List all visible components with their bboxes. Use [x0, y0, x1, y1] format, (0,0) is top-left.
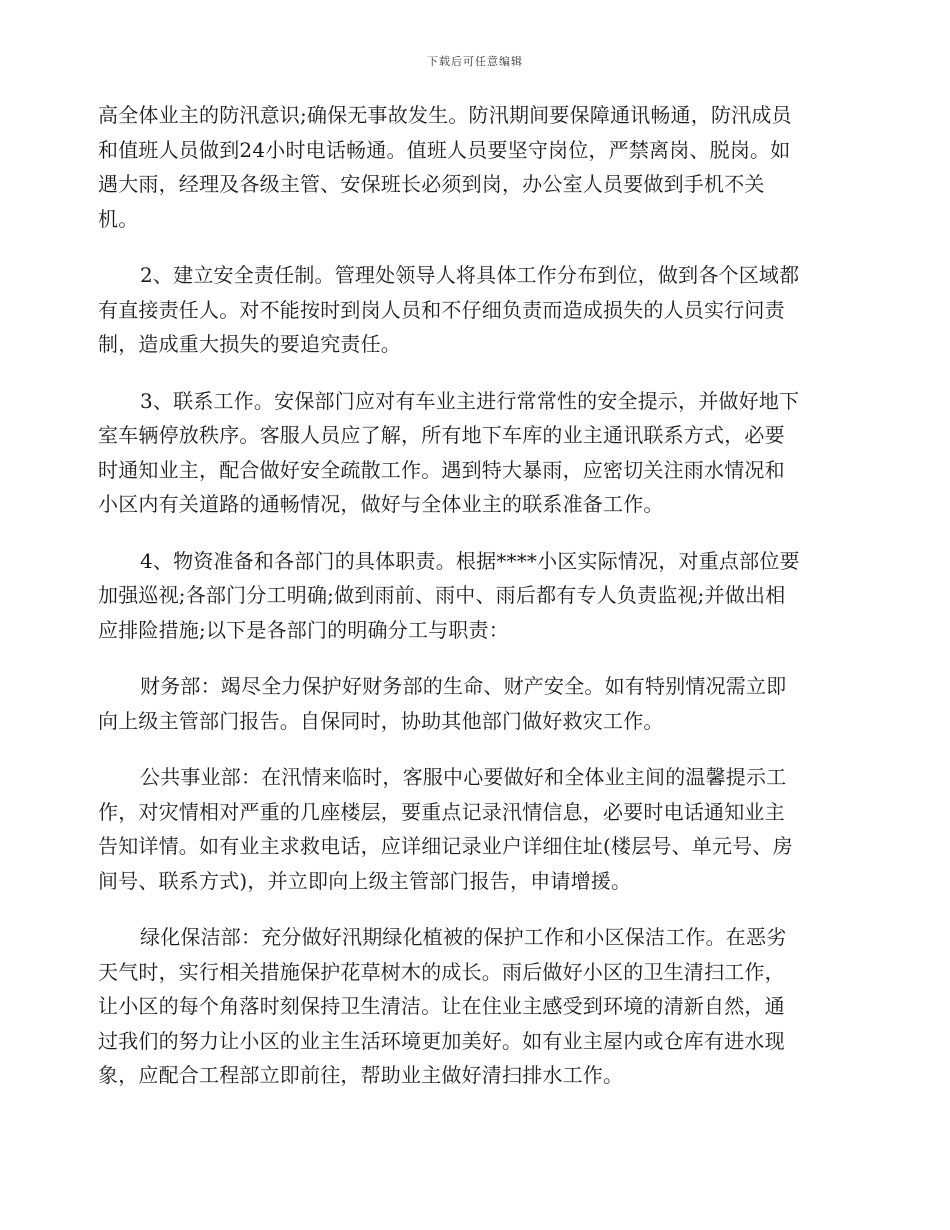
text-line: 绿化保洁部：充分做好汛期绿化植被的保护工作和小区保洁工作。在恶劣 — [140, 925, 787, 949]
text-line: 天气时，实行相关措施保护花草树木的成长。雨后做好小区的卫生清扫工作， — [98, 959, 785, 984]
text-line: 间号、联系方式)，并立即向上级主管部门报告，申请增援。 — [98, 868, 632, 893]
text-line: 让小区的每个角落时刻保持卫生清洁。让在住业主感受到环境的清新自然，通 — [98, 994, 785, 1018]
text-line: 机。 — [98, 206, 139, 231]
paragraph-3 — [98, 384, 858, 522]
text-line: 应排险措施;以下是各部门的明确分工与职责： — [98, 617, 509, 642]
text-line: 过我们的努力让小区的业主生活环境更加美好。如有业主屋内或仓库有进水现 — [98, 1028, 785, 1053]
text-line: 制，造成重大损失的要追究责任。 — [98, 332, 401, 356]
text-line: 和值班人员做到24小时电话畅通。值班人员要坚守岗位，严禁离岗、脱岗。如 — [98, 137, 791, 162]
paragraph-5 — [98, 669, 858, 738]
document-body — [98, 98, 858, 1115]
text-line: 室车辆停放秩序。客服人员应了解，所有地下车库的业主通讯联系方式，必要 — [98, 423, 785, 447]
paragraph-7 — [98, 920, 858, 1093]
text-line: 小区内有关道路的通畅情况，做好与全体业主的联系准备工作。 — [98, 492, 664, 516]
text-line: 告知详情。如有业主求救电话，应详细记录业户详细住址(楼层号、单元号、房 — [98, 834, 793, 858]
text-line: 时通知业主，配合做好安全疏散工作。遇到特大暴雨，应密切关注雨水情况和 — [98, 457, 785, 482]
page-header: 下载后可任意编辑 — [427, 55, 523, 68]
paragraph-2 — [98, 258, 858, 362]
text-line: 向上级主管部门报告。自保同时，协助其他部门做好救灾工作。 — [98, 708, 664, 733]
paragraph-6 — [98, 760, 858, 898]
text-line: 高全体业主的防汛意识;确保无事故发生。防汛期间要保障通讯畅通，防汛成员 — [98, 103, 792, 127]
text-line: 4、物资准备和各部门的具体职责。根据****小区实际情况，对重点部位要 — [140, 548, 800, 573]
text-line: 遇大雨，经理及各级主管、安保班长必须到岗，办公室人员要做到手机不关 — [98, 172, 765, 196]
text-line: 公共事业部：在汛情来临时，客服中心要做好和全体业主间的温馨提示工 — [140, 765, 787, 789]
paragraph-4 — [98, 544, 858, 648]
text-line: 财务部：竭尽全力保护好财务部的生命、财产安全。如有特别情况需立即 — [140, 674, 787, 698]
text-line: 象，应配合工程部立即前往，帮助业主做好清扫排水工作。 — [98, 1063, 624, 1087]
paragraph-1 — [98, 98, 858, 236]
text-line: 加强巡视;各部门分工明确;做到雨前、雨中、雨后都有专人负责监视;并做出相 — [98, 583, 786, 607]
text-line: 2、建立安全责任制。管理处领导人将具体工作分布到位，做到各个区域都 — [140, 263, 800, 287]
text-line: 作，对灾情相对严重的几座楼层，要重点记录汛情信息，必要时电话通知业主 — [98, 799, 785, 824]
text-line: 3、联系工作。安保部门应对有车业主进行常常性的安全提示，并做好地下 — [140, 388, 800, 413]
text-line: 有直接责任人。对不能按时到岗人员和不仔细负责而造成损失的人员实行问责 — [98, 297, 785, 322]
